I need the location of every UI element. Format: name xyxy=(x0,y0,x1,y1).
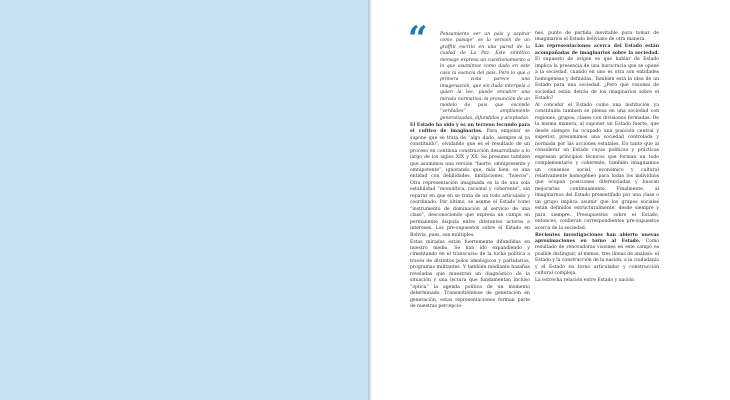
paragraph xyxy=(410,123,530,239)
paragraph-body: Para empezar se supone que se trata de “algo dado, siempre al ya constituido”, olvidando que es el resultado de un proceso en continua construcción desarrollado a lo largo de los siglos XIX y XX. Se presume también que asumimos una versión “fuerte, omnipresente y omnipotente”, ignorando que, más bien, es una entidad con debilidades, limitaciones, “huecos”. Otra representación imaginada es la de una sola estabilidad “monolítica, racional y coherente”, sin reparar en que en se trata de un todo articulado y coordinado. Por último, se asume el Estado como “instrumento de dominación al servicio de una clase”, desconociendo que expresa un campo en permanente disputa entre diferentes actores e intereses. Los pre-supuestos sobre el Estado en Bolivia, pues, son múltiples. xyxy=(410,129,530,238)
quote-mark-icon: “ xyxy=(408,19,428,59)
paragraph-body: El supuesto de origen es que hablar de Estado implica la presencia de una burocracia que se opone a la sociedad, cuando en uno es otra son entidades homogéneas y definidas. También está la idea de un Estado para una sociedad. ¿Pero qué visiones de sociedad están detrás de los imaginarios sobre el Estado? xyxy=(535,57,659,102)
right-page xyxy=(372,0,730,400)
text-column-right xyxy=(535,31,659,285)
text-column-left xyxy=(410,32,530,311)
quote-text: Pensamiento ser un país y aspirar como paisaje” es la versión de un graffiti escrito en una pared de la ciudad de La Paz. Este sintético mensaje expresa un cuestionamiento a lo que asumimos como dado en este caso la esencia del país. Pero lo que a primera vista parece una imagenación, que sin duda interpela a quien la lee, puede encubrir una mirada normativa: la presunción de un modelo de país que esconde “verdades” ampliamente generalizadas, difundidas y aceptadas. xyxy=(440,32,530,121)
paragraph: nes, punto de partida inevitable para tomar de imaginarios el Estado boliviano de otra manera. xyxy=(535,31,659,43)
paragraph xyxy=(535,44,659,102)
paragraph: Estas miradas están fuertemente difundidas en nuestro medio. Se han ido expandiendo y cimentando en el transcurso de la lucha política a través de distintos polos ideológicos y partidarios, programas militantes. Y también mediante hazañas reveladas que muestran un diagnóstico de la situación y una lectura que fundamentan incluso “óptica” la agenda política de un momento determinado. Transmitiéndose de generación en generación, estas representaciones forman parte de nuestras percepcio- xyxy=(410,239,530,310)
paragraph-body: Como resultado de renovadoras visiones en este campo es posible distinguir, al menos, tres líneas de análisis: el Estado y la construcción de la nación, a la ciudadanía y el Estado en torno articulador y construcción cultural compleja. xyxy=(535,239,659,277)
paragraph-lead: Las representaciones acerca del Estado están acompañadas de imaginarios sobre la sociedad. xyxy=(535,44,659,56)
paragraph-lead: Recientes investigaciones han abierto nuevas aproximaciones en torno al Estado. xyxy=(535,232,659,244)
paragraph: La estrecha relación entre Estado y nación xyxy=(535,278,635,284)
pull-quote xyxy=(440,32,530,122)
paragraph-lead: El Estado ha sido y es un terreno fecundo para el cultivo de imaginarios. xyxy=(410,122,530,135)
paragraph xyxy=(535,233,659,278)
paragraph: Al concebir el Estado como una institución ya constituida también se piensa en una sociedad con regiones, grupos, clases con divisiones formadas. De la misma manera, al suponer un Estado fuerte, que desde siempre ha ocupado una posición central y superior, presumimos una sociedad controlada y normada por las acciones estatales. En tanto que al considerar un Estado cuyas políticas y prácticas expresan principios técnicos que forman un todo complementario y coherente, también imaginamos un consenso social, económico y cultural relativamente homogéneo para todas los individuos que ocupan posiciones diferenciadas y buscan mejorarlas continuamente. Finalmente, al imaginarnos del Estado presentifado por una clase o un grupo implica asumir que los grupos sociales están definidos estructuralmente, desde siempre y para siempre. Presupuestos sobre el Estado, entonces, conllevan correspondientes pre-supuestos acerca de la sociedad. xyxy=(535,102,659,231)
